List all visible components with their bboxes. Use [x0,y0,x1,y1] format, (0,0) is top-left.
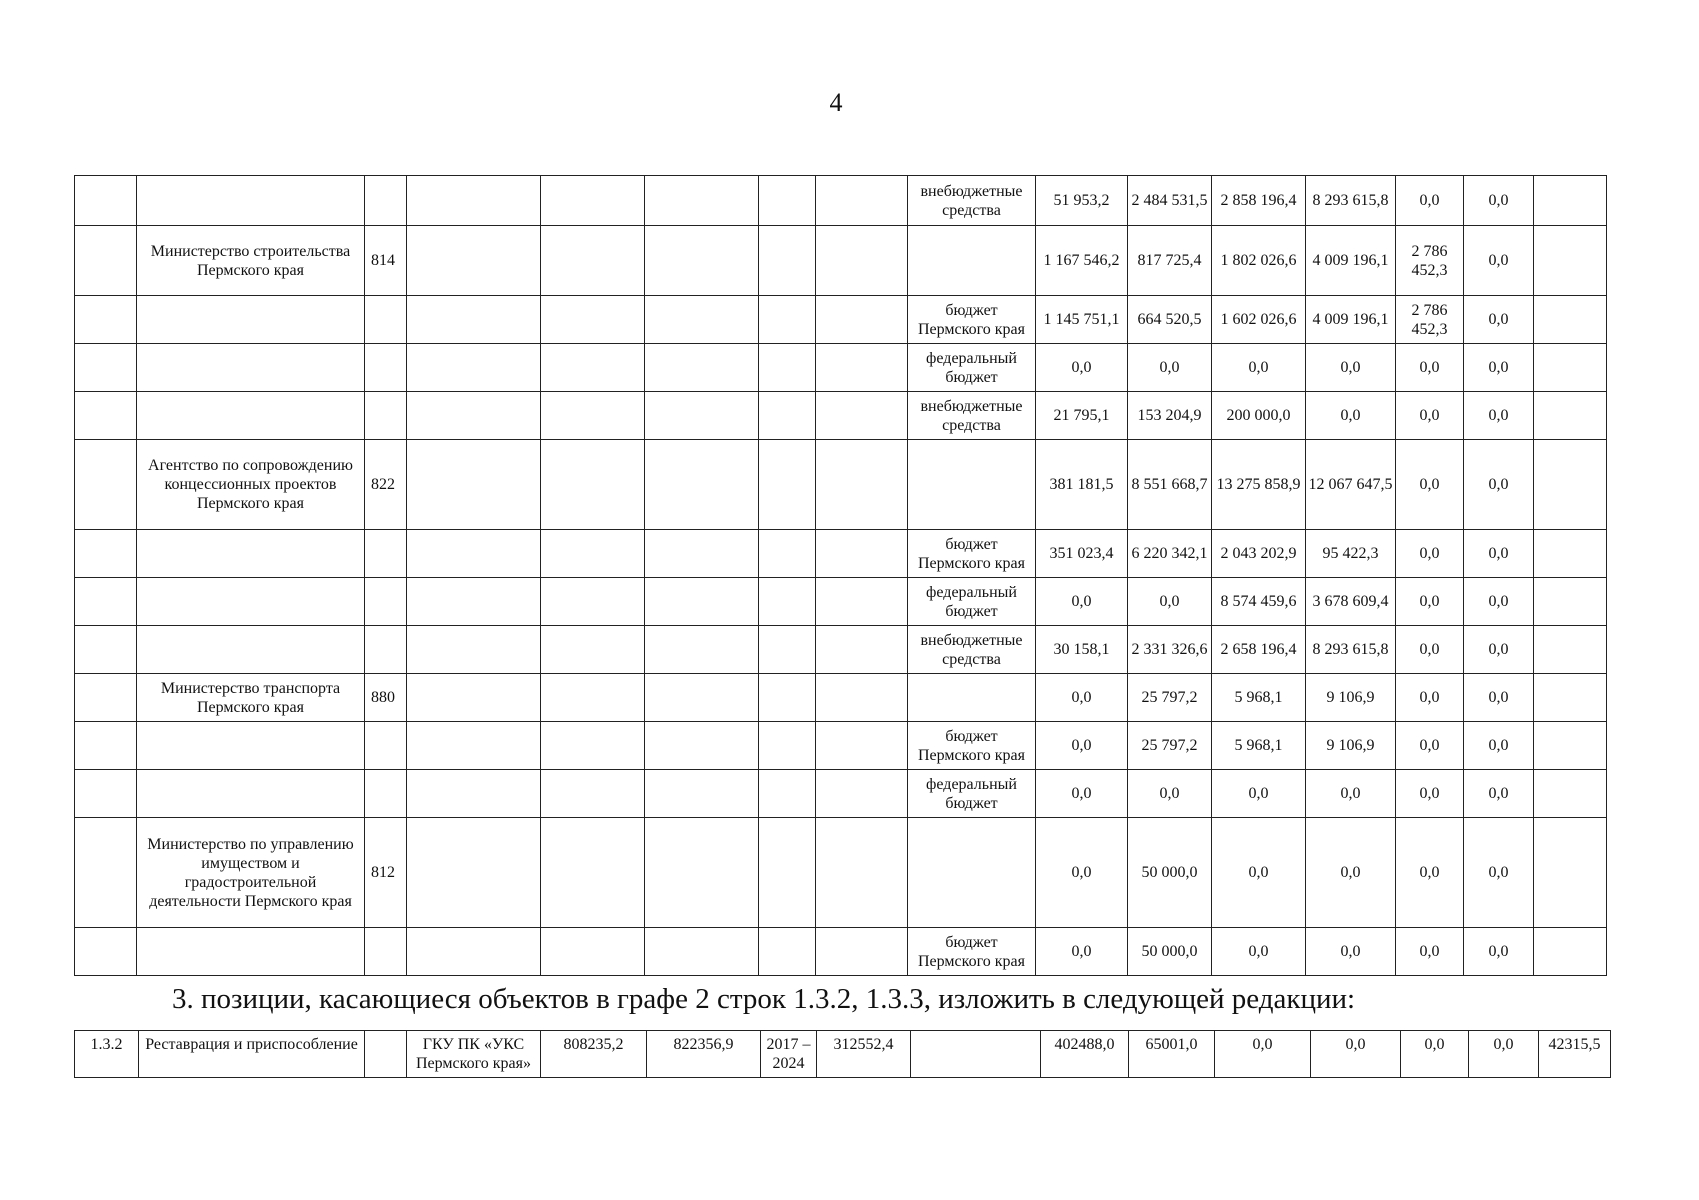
table-row [75,928,1607,976]
amount-cell: 200 000,0 [1212,392,1306,440]
empty-cell [541,674,645,722]
empty-cell [541,530,645,578]
empty-cell [759,626,816,674]
empty-cell [407,344,541,392]
amount-cell [1534,226,1607,296]
funding-source: федеральный бюджет [908,578,1036,626]
amount-cell [1534,530,1607,578]
object-cell: 312552,4 [817,1031,911,1078]
financing-table [74,175,1607,976]
amount-cell: 0,0 [1464,226,1534,296]
empty-cell [407,722,541,770]
amount-cell: 51 953,2 [1036,176,1128,226]
empty-cell [816,928,908,976]
empty-cell [407,176,541,226]
empty-cell [541,722,645,770]
amount-cell: 0,0 [1464,296,1534,344]
organization-code [365,176,407,226]
amount-cell: 25 797,2 [1128,674,1212,722]
empty-cell [407,674,541,722]
amount-cell: 0,0 [1306,392,1396,440]
amount-cell: 0,0 [1306,344,1396,392]
empty-cell [645,344,759,392]
empty-cell [541,226,645,296]
empty-cell [816,176,908,226]
table-row [75,722,1607,770]
amount-cell: 12 067 647,5 [1306,440,1396,530]
organization-name: Министерство по управлению имуществом и градостроительной деятельности Пермского края [137,818,365,928]
empty-cell [759,392,816,440]
amount-cell: 0,0 [1396,578,1464,626]
amount-cell: 0,0 [1212,344,1306,392]
empty-cell [407,626,541,674]
amount-cell: 664 520,5 [1128,296,1212,344]
empty-cell [645,530,759,578]
object-cell: 0,0 [1311,1031,1401,1078]
table-row [75,296,1607,344]
amount-cell: 2 786 452,3 [1396,226,1464,296]
empty-cell [759,440,816,530]
amount-cell: 0,0 [1212,770,1306,818]
amount-cell [1534,440,1607,530]
empty-cell [541,578,645,626]
table-row [75,530,1607,578]
organization-code: 812 [365,818,407,928]
amount-cell: 6 220 342,1 [1128,530,1212,578]
object-cell: 0,0 [1215,1031,1311,1078]
amount-cell: 0,0 [1396,674,1464,722]
amount-cell: 8 551 668,7 [1128,440,1212,530]
amount-cell [1534,392,1607,440]
object-cell: ГКУ ПК «УКС Пермского края» [407,1031,541,1078]
empty-cell [816,392,908,440]
amount-cell: 0,0 [1036,818,1128,928]
organization-name: Агентство по сопровождению концессионных проектов Пермского края [137,440,365,530]
empty-cell [541,296,645,344]
amount-cell: 3 678 609,4 [1306,578,1396,626]
funding-source: бюджет Пермского края [908,722,1036,770]
amount-cell: 2 484 531,5 [1128,176,1212,226]
amount-cell: 1 167 546,2 [1036,226,1128,296]
amount-cell: 95 422,3 [1306,530,1396,578]
organization-name [137,176,365,226]
table-row [75,392,1607,440]
organization-name: Министерство строительства Пермского края [137,226,365,296]
empty-cell [407,530,541,578]
amount-cell: 0,0 [1128,344,1212,392]
funding-source: внебюджетные средства [908,392,1036,440]
object-cell: 65001,0 [1129,1031,1215,1078]
table-row [75,770,1607,818]
amount-cell: 0,0 [1396,818,1464,928]
organization-code [365,722,407,770]
organization-name [137,722,365,770]
organization-code [365,578,407,626]
table-row [75,344,1607,392]
object-cell: 2017 – 2024 [761,1031,817,1078]
amount-cell: 0,0 [1396,530,1464,578]
amount-cell [1534,578,1607,626]
amount-cell: 0,0 [1036,674,1128,722]
empty-cell [541,440,645,530]
empty-cell [816,674,908,722]
organization-name [137,530,365,578]
empty-cell [759,226,816,296]
organization-name [137,578,365,626]
amount-cell: 381 181,5 [1036,440,1128,530]
amount-cell: 0,0 [1464,674,1534,722]
organization-code: 822 [365,440,407,530]
amount-cell: 0,0 [1396,344,1464,392]
organization-code [365,770,407,818]
object-cell: 0,0 [1401,1031,1469,1078]
empty-cell [759,344,816,392]
amount-cell: 0,0 [1036,578,1128,626]
amount-cell: 2 658 196,4 [1212,626,1306,674]
empty-cell [816,578,908,626]
amount-cell: 0,0 [1212,818,1306,928]
amount-cell: 0,0 [1036,344,1128,392]
amount-cell: 5 968,1 [1212,722,1306,770]
empty-cell [645,176,759,226]
funding-source [908,226,1036,296]
section-heading: 3. позиции, касающиеся объектов в графе 2 строк 1.3.2, 1.3.3, изложить в следующей редакции: [172,983,1356,1015]
table-row [75,440,1607,530]
empty-cell [816,722,908,770]
table-row [75,818,1607,928]
empty-cell [407,928,541,976]
amount-cell: 0,0 [1464,530,1534,578]
amount-cell [1534,722,1607,770]
table-row [75,626,1607,674]
empty-cell [759,176,816,226]
empty-cell [759,530,816,578]
amount-cell: 1 145 751,1 [1036,296,1128,344]
amount-cell: 0,0 [1464,440,1534,530]
organization-code [365,296,407,344]
empty-cell [759,770,816,818]
amount-cell [1534,344,1607,392]
funding-source [908,818,1036,928]
amount-cell: 0,0 [1306,928,1396,976]
empty-cell [407,226,541,296]
amount-cell: 1 802 026,6 [1212,226,1306,296]
empty-cell [816,818,908,928]
empty-cell [541,626,645,674]
object-cell: 0,0 [1469,1031,1539,1078]
organization-name [137,626,365,674]
organization-code: 880 [365,674,407,722]
row-number-cell [75,344,137,392]
empty-cell [645,296,759,344]
amount-cell: 0,0 [1036,722,1128,770]
empty-cell [816,440,908,530]
object-cell [911,1031,1041,1078]
row-number-cell [75,626,137,674]
amount-cell [1534,674,1607,722]
empty-cell [645,626,759,674]
amount-cell: 0,0 [1464,818,1534,928]
table-row-1-3-2 [75,1031,1611,1078]
amount-cell: 0,0 [1396,928,1464,976]
row-number-cell [75,530,137,578]
organization-code [365,530,407,578]
amount-cell: 5 968,1 [1212,674,1306,722]
table-row [75,176,1607,226]
amount-cell: 9 106,9 [1306,674,1396,722]
funding-source: внебюджетные средства [908,626,1036,674]
funding-source: федеральный бюджет [908,344,1036,392]
empty-cell [541,344,645,392]
empty-cell [541,392,645,440]
organization-code [365,626,407,674]
amount-cell: 351 023,4 [1036,530,1128,578]
page-number: 4 [829,88,843,117]
table-row [75,578,1607,626]
empty-cell [816,226,908,296]
empty-cell [407,770,541,818]
empty-cell [407,818,541,928]
empty-cell [645,770,759,818]
empty-cell [759,674,816,722]
funding-source [908,440,1036,530]
row-number-cell [75,674,137,722]
amount-cell: 0,0 [1036,770,1128,818]
organization-name [137,928,365,976]
amount-cell: 0,0 [1464,928,1534,976]
empty-cell [541,770,645,818]
amount-cell: 4 009 196,1 [1306,226,1396,296]
empty-cell [816,530,908,578]
row-number-cell [75,578,137,626]
object-cell: 402488,0 [1041,1031,1129,1078]
amount-cell [1534,296,1607,344]
amount-cell: 50 000,0 [1128,928,1212,976]
amount-cell: 9 106,9 [1306,722,1396,770]
object-cell: 808235,2 [541,1031,647,1078]
organization-code [365,344,407,392]
row-number-cell [75,226,137,296]
row-number-cell [75,928,137,976]
amount-cell: 0,0 [1464,770,1534,818]
amount-cell: 8 574 459,6 [1212,578,1306,626]
organization-code [365,928,407,976]
row-number-cell [75,770,137,818]
table-row [75,226,1607,296]
empty-cell [759,928,816,976]
empty-cell [645,674,759,722]
row-number-cell [75,176,137,226]
amount-cell: 1 602 026,6 [1212,296,1306,344]
organization-code: 814 [365,226,407,296]
empty-cell [645,578,759,626]
amount-cell: 8 293 615,8 [1306,626,1396,674]
empty-cell [759,296,816,344]
organization-name [137,344,365,392]
empty-cell [759,722,816,770]
empty-cell [816,770,908,818]
amount-cell: 0,0 [1464,626,1534,674]
object-cell [365,1031,407,1078]
empty-cell [816,626,908,674]
empty-cell [645,392,759,440]
empty-cell [816,296,908,344]
row-number-cell [75,722,137,770]
organization-name [137,296,365,344]
empty-cell [541,818,645,928]
empty-cell [407,578,541,626]
amount-cell: 13 275 858,9 [1212,440,1306,530]
empty-cell [541,928,645,976]
empty-cell [759,578,816,626]
amount-cell: 0,0 [1464,176,1534,226]
amount-cell: 0,0 [1396,392,1464,440]
amount-cell: 0,0 [1036,928,1128,976]
row-number-cell [75,296,137,344]
empty-cell [541,176,645,226]
amount-cell [1534,818,1607,928]
funding-source: федеральный бюджет [908,770,1036,818]
amount-cell: 0,0 [1128,770,1212,818]
empty-cell [645,818,759,928]
amount-cell: 153 204,9 [1128,392,1212,440]
amount-cell [1534,176,1607,226]
amount-cell: 21 795,1 [1036,392,1128,440]
row-number-cell [75,392,137,440]
amount-cell: 4 009 196,1 [1306,296,1396,344]
empty-cell [407,440,541,530]
object-cell: 1.3.2 [75,1031,139,1078]
organization-code [365,392,407,440]
amount-cell: 0,0 [1464,722,1534,770]
amount-cell: 30 158,1 [1036,626,1128,674]
empty-cell [407,392,541,440]
empty-cell [645,440,759,530]
funding-source: внебюджетные средства [908,176,1036,226]
amount-cell: 8 293 615,8 [1306,176,1396,226]
amount-cell: 0,0 [1396,176,1464,226]
amount-cell: 817 725,4 [1128,226,1212,296]
amount-cell: 0,0 [1306,770,1396,818]
amount-cell: 2 858 196,4 [1212,176,1306,226]
amount-cell: 0,0 [1396,440,1464,530]
amount-cell: 0,0 [1396,722,1464,770]
funding-source: бюджет Пермского края [908,928,1036,976]
table-row [75,674,1607,722]
row-number-cell [75,440,137,530]
amount-cell: 0,0 [1464,578,1534,626]
object-cell: 822356,9 [647,1031,761,1078]
empty-cell [645,928,759,976]
object-cell: 42315,5 [1539,1031,1611,1078]
organization-name [137,392,365,440]
amount-cell [1534,928,1607,976]
empty-cell [407,296,541,344]
amount-cell: 0,0 [1396,770,1464,818]
object-cell: Реставрация и приспособление [139,1031,365,1078]
funding-source: бюджет Пермского края [908,530,1036,578]
amount-cell: 0,0 [1306,818,1396,928]
amount-cell [1534,626,1607,674]
row-number-cell [75,818,137,928]
amount-cell: 0,0 [1464,392,1534,440]
amount-cell [1534,770,1607,818]
amount-cell: 0,0 [1212,928,1306,976]
amount-cell: 2 043 202,9 [1212,530,1306,578]
empty-cell [645,722,759,770]
object-table [74,1030,1611,1078]
organization-name [137,770,365,818]
empty-cell [645,226,759,296]
amount-cell: 2 786 452,3 [1396,296,1464,344]
funding-source [908,674,1036,722]
empty-cell [816,344,908,392]
amount-cell: 2 331 326,6 [1128,626,1212,674]
organization-name: Министерство транспорта Пермского края [137,674,365,722]
empty-cell [759,818,816,928]
amount-cell: 25 797,2 [1128,722,1212,770]
amount-cell: 0,0 [1128,578,1212,626]
amount-cell: 0,0 [1464,344,1534,392]
amount-cell: 0,0 [1396,626,1464,674]
amount-cell: 50 000,0 [1128,818,1212,928]
funding-source: бюджет Пермского края [908,296,1036,344]
